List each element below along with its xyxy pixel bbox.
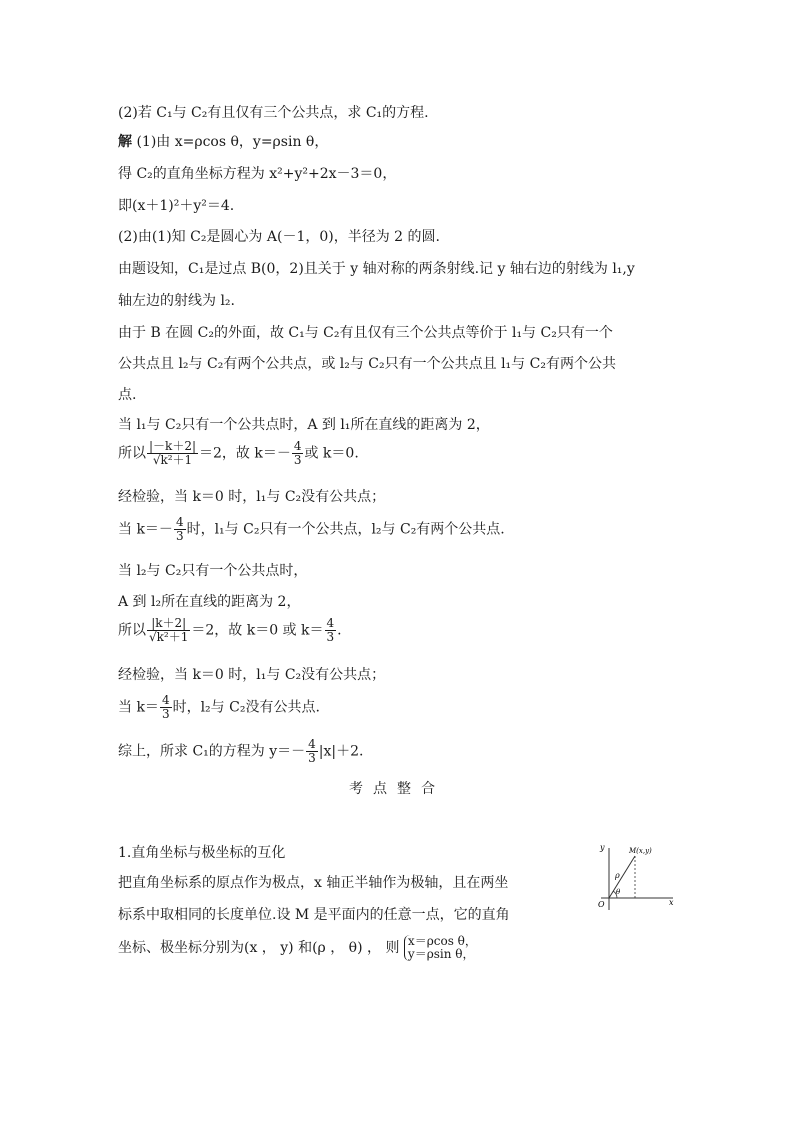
text-line: 即(x＋1)²＋y²＝4. bbox=[118, 198, 235, 214]
text-line: 由于 B 在圆 C₂的外面，故 C₁与 C₂有且仅有三个公共点等价于 l₁与 C₂只有一个 bbox=[118, 325, 613, 341]
text-line: (2)若 C₁与 C₂有且仅有三个公共点，求 C₁的方程. bbox=[118, 105, 429, 121]
point-m-label: M(x,y) bbox=[629, 847, 652, 855]
formula-line: 当 k＝－ $\frac{4}{3}$ 时，l₁与 C₂只有一个公共点，l₂与 C₂有两个公共点. bbox=[118, 515, 505, 543]
formula-line: 所以 $\frac{|-k+2|}{\text{√k²＋1}}$ ＝2，故 k＝－ $\frac{4}{3}$ 或 k＝0. bbox=[118, 439, 359, 467]
y-axis-label: y bbox=[600, 843, 605, 852]
text-line: 由题设知，C₁是过点 B(0，2)且关于 y 轴对称的两条射线.记 y 轴右边的射线为 l₁,y bbox=[118, 261, 635, 277]
text-line: 当 l₁与 C₂只有一个公共点时，A 到 l₁所在直线的距离为 2， bbox=[118, 417, 490, 433]
text-line: 当 l₂与 C₂只有一个公共点时， bbox=[118, 563, 308, 579]
text-line: 公共点且 l₂与 C₂有两个公共点，或 l₂与 C₂只有一个公共点且 l₁与 C₂有两个公共 bbox=[118, 356, 616, 372]
equation-system: x＝ρcos θ， y＝ρsin θ， bbox=[404, 935, 477, 961]
text-line: 点. bbox=[118, 387, 137, 403]
formula-line: 坐标、极坐标分别为(x ， y) 和(ρ ， θ) ， 则 x＝ρcos θ， y＝ρsin θ， bbox=[118, 934, 477, 961]
section-title: 考点整合 bbox=[349, 781, 445, 797]
formula-line: 所以 $\frac{|k+2|}{\text{√k²＋1}}$ ＝2，故 k＝0 或 k＝ $\frac{4}{3}$ . bbox=[118, 616, 342, 644]
origin-label: O bbox=[598, 900, 605, 909]
text-line: 经检验，当 k＝0 时，l₁与 C₂没有公共点； bbox=[118, 489, 386, 505]
polar-coordinate-diagram bbox=[595, 838, 677, 930]
text-line: 解 (1)由 x=ρcos θ，y=ρsin θ， bbox=[118, 134, 329, 150]
text-line: 经检验，当 k＝0 时，l₁与 C₂没有公共点； bbox=[118, 667, 386, 683]
subsection-title: 1.直角坐标与极坐标的互化 bbox=[118, 845, 286, 861]
formula-line: 综上，所求 C₁的方程为 y＝－ $\frac{4}{3}$ |x|＋2. bbox=[118, 737, 364, 765]
rho-label: ρ bbox=[615, 871, 620, 880]
x-axis-label: x bbox=[669, 898, 674, 907]
text-line: 轴左边的射线为 l₂. bbox=[118, 293, 235, 309]
text-line: A 到 l₂所在直线的距离为 2， bbox=[118, 594, 301, 610]
text-line: 得 C₂的直角坐标方程为 x²+y²+2x－3＝0， bbox=[118, 166, 397, 182]
radius-line bbox=[609, 856, 635, 898]
text-line: 把直角坐标系的原点作为极点，x 轴正半轴作为极轴，且在两坐 bbox=[118, 875, 509, 891]
theta-label: θ bbox=[616, 888, 621, 896]
text-line: (2)由(1)知 C₂是圆心为 A(－1，0)，半径为 2 的圆. bbox=[118, 229, 440, 245]
formula-line: 当 k＝ $\frac{4}{3}$ 时，l₂与 C₂没有公共点. bbox=[118, 693, 320, 721]
text-line: 标系中取相同的长度单位.设 M 是平面内的任意一点，它的直角 bbox=[118, 907, 510, 923]
